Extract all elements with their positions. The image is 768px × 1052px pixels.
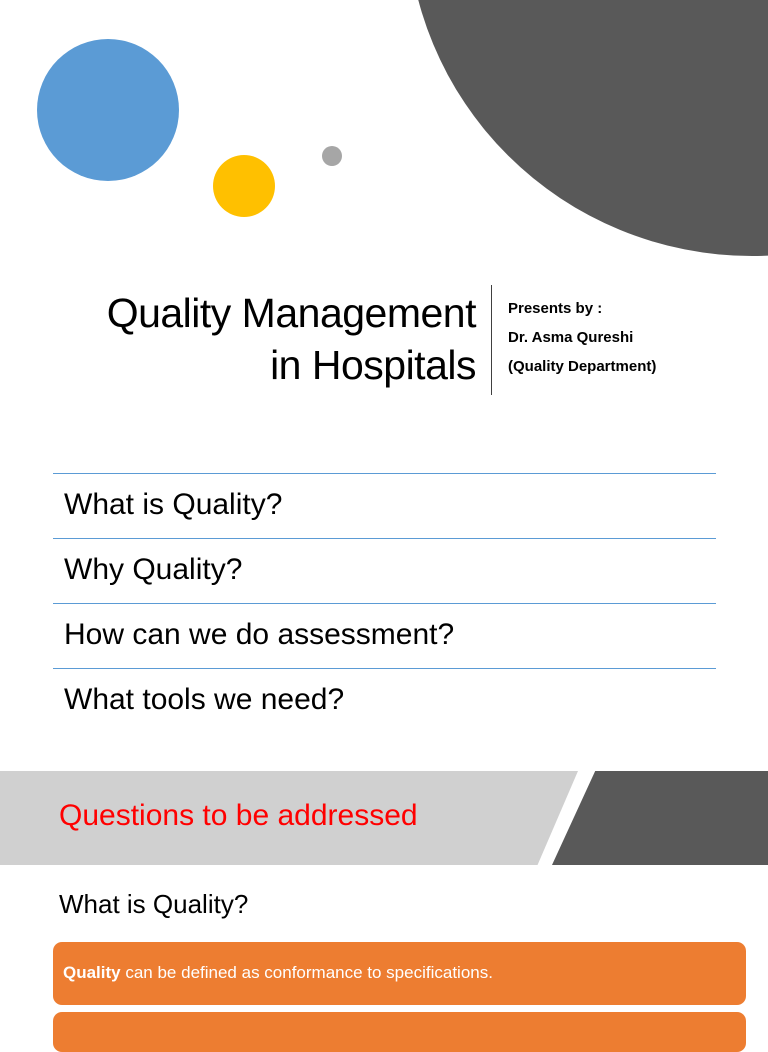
next-definition-box [53, 1012, 746, 1052]
blue-decorative-circle [37, 39, 179, 181]
slide-title-line-1: Quality Management [106, 290, 476, 336]
agenda-item: How can we do assessment? [53, 604, 716, 669]
slide-title-line-2: in Hospitals [270, 342, 476, 388]
definition-term: Quality [63, 963, 121, 982]
presenter-name: Dr. Asma Qureshi [508, 329, 634, 346]
section-banner [0, 771, 768, 865]
dark-decorative-circle [407, 0, 768, 256]
section-banner-dark-shape [552, 771, 768, 865]
title-divider [491, 285, 492, 395]
agenda-item: Why Quality? [53, 539, 716, 604]
section-title: Questions to be addressed [59, 799, 418, 832]
definition-text: can be defined as conformance to specifications. [120, 963, 493, 982]
content-heading: What is Quality? [59, 889, 249, 919]
agenda-item: What tools we need? [64, 683, 345, 716]
definition-box [53, 942, 746, 1005]
presenter-label: Presents by : [508, 300, 603, 317]
presenter-department: (Quality Department) [508, 358, 657, 375]
agenda-list [53, 473, 716, 733]
slide-title [36, 287, 476, 391]
agenda-item: What is Quality? [53, 474, 716, 539]
yellow-decorative-circle [213, 155, 275, 217]
presenter-info [508, 294, 656, 381]
grey-decorative-dot [322, 146, 342, 166]
